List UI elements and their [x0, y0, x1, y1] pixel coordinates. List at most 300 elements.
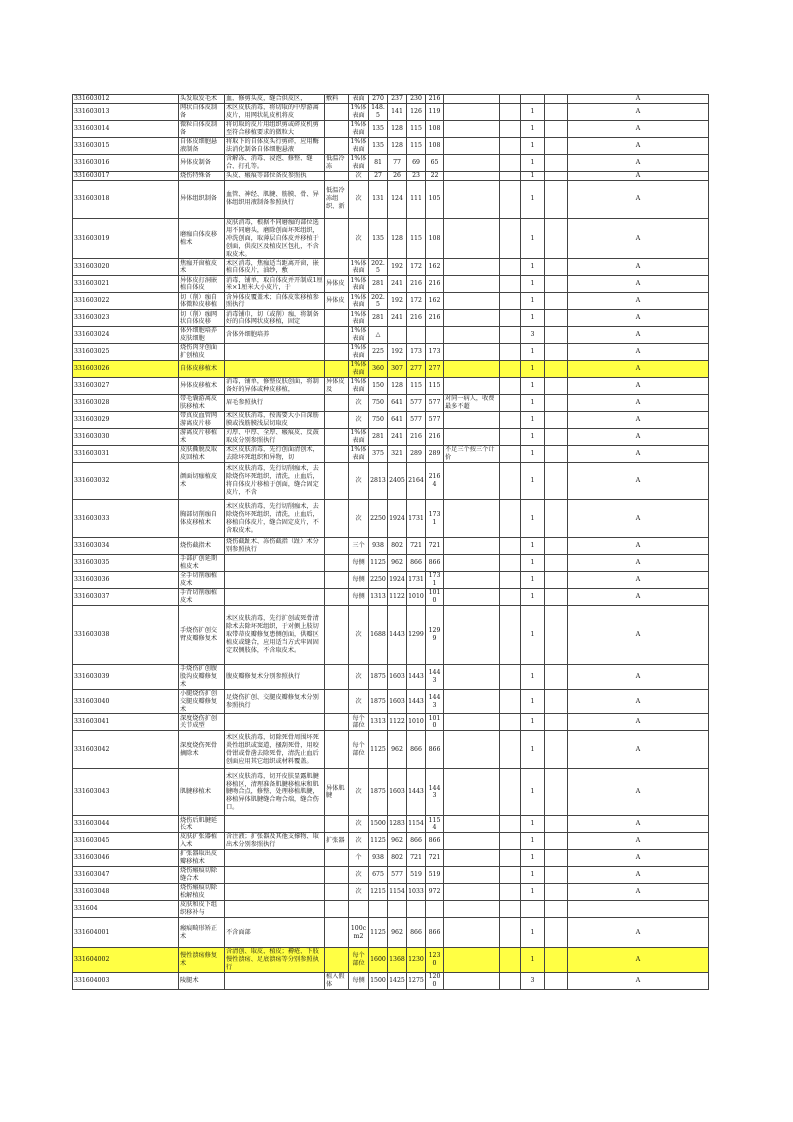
excluded-items — [325, 259, 349, 276]
reimbursement-flag: 1 — [521, 395, 545, 412]
price-tier-4: 866 — [426, 918, 444, 948]
item-note — [444, 588, 500, 605]
empty-cell — [545, 714, 568, 731]
price-tier-3: 216 — [407, 276, 426, 293]
item-name: 皮肤撕脱反取皮回植术 — [179, 446, 225, 463]
table-row — [73, 500, 709, 538]
item-content: 术区皮肤消毒，按需要大小自深筋膜或浅筋膜浅层切取皮 — [225, 412, 325, 429]
price-tier-1: 938 — [369, 538, 388, 555]
price-tier-4: 105 — [426, 180, 444, 218]
excluded-items — [325, 310, 349, 327]
price-tier-3: 1443 — [407, 769, 426, 816]
empty-cell — [500, 446, 521, 463]
pricing-unit: 次 — [349, 816, 369, 833]
category-class: A — [568, 327, 709, 344]
price-tier-3: 866 — [407, 555, 426, 572]
item-code: 331603046 — [73, 850, 179, 867]
empty-cell — [545, 555, 568, 572]
category-class: A — [568, 259, 709, 276]
price-tier-3 — [407, 327, 426, 344]
pricing-unit: 表面 — [349, 95, 369, 104]
empty-cell — [545, 180, 568, 218]
empty-cell — [545, 867, 568, 884]
excluded-items — [325, 884, 349, 901]
empty-cell — [500, 104, 521, 121]
price-tier-4: 108 — [426, 137, 444, 154]
pricing-unit: 1%体表面 — [350, 446, 367, 462]
table-row — [73, 446, 709, 463]
reimbursement-flag: 1 — [521, 218, 545, 259]
excluded-items — [325, 867, 349, 884]
item-code: 331603025 — [73, 344, 179, 361]
price-tier-3: 23 — [407, 171, 426, 180]
price-tier-2: 802 — [388, 850, 407, 867]
category-class: A — [568, 948, 709, 973]
reimbursement-flag: 1 — [521, 867, 545, 884]
table-row — [73, 850, 709, 867]
category-class: A — [568, 664, 709, 689]
item-name: 手烧伤扩创交臂皮瓣修复术 — [179, 605, 225, 664]
empty-cell — [500, 120, 521, 137]
price-tier-4: 277 — [426, 361, 444, 378]
item-note: 对同一病人，收费最多不超 — [444, 395, 500, 412]
price-tier-3: 1010 — [407, 714, 426, 731]
price-tier-3: 1033 — [407, 884, 426, 901]
price-tier-2: 1924 — [388, 500, 407, 538]
price-tier-2: 1368 — [388, 948, 407, 973]
reimbursement-flag: 1 — [521, 605, 545, 664]
category-class: A — [568, 500, 709, 538]
empty-cell — [545, 171, 568, 180]
item-code: 331603027 — [73, 378, 179, 395]
category-class: A — [568, 972, 709, 989]
price-tier-2: 962 — [388, 918, 407, 948]
category-class: A — [568, 180, 709, 218]
excluded-items — [325, 171, 349, 180]
price-tier-3: 866 — [407, 731, 426, 769]
table-row — [73, 972, 709, 989]
price-tier-1: 81 — [369, 154, 388, 171]
price-tier-2: 26 — [388, 171, 407, 180]
excluded-items — [325, 538, 349, 555]
empty-cell — [545, 833, 568, 850]
price-tier-1: 2813 — [369, 463, 388, 500]
table-row — [73, 259, 709, 276]
empty-cell — [500, 344, 521, 361]
price-tier-3: 111 — [407, 180, 426, 218]
item-content: 术区皮肤消毒，先行扩创或死骨清除术去除坏死组织，于对侧上肢切取带蒂皮瓣修复患侧创面，供瓣区植皮或缝合，应用适当方式牢固固定双侧肢体，不含取皮术。 — [225, 605, 325, 664]
empty-cell — [500, 500, 521, 538]
category-class: A — [568, 714, 709, 731]
pricing-unit: 次 — [349, 463, 369, 500]
price-tier-3: 173 — [407, 344, 426, 361]
item-code: 331603039 — [73, 664, 179, 689]
item-note — [444, 972, 500, 989]
price-tier-4: 173 — [426, 344, 444, 361]
excluded-items: 扩张器 — [325, 833, 349, 850]
empty-cell — [500, 714, 521, 731]
item-note — [444, 731, 500, 769]
table-row — [73, 429, 709, 446]
item-code: 331603035 — [73, 555, 179, 572]
price-tier-1: 1125 — [369, 918, 388, 948]
pricing-unit: 次 — [349, 171, 369, 180]
price-tier-2: 802 — [388, 538, 407, 555]
pricing-unit: 次 — [349, 412, 369, 429]
price-tier-1: 1125 — [369, 555, 388, 572]
price-tier-2 — [388, 901, 407, 918]
empty-cell — [500, 948, 521, 973]
item-content: 眉毛参照执行 — [225, 395, 325, 412]
item-note — [444, 689, 500, 714]
item-code: 331603043 — [73, 769, 179, 816]
price-tier-3: 519 — [407, 867, 426, 884]
pricing-unit: 1%体表面 — [350, 293, 367, 309]
price-tier-2: 641 — [388, 395, 407, 412]
category-class: A — [568, 850, 709, 867]
pricing-unit: 1%体表面 — [350, 259, 367, 275]
empty-cell — [545, 769, 568, 816]
item-note — [444, 948, 500, 973]
reimbursement-flag: 1 — [521, 378, 545, 395]
price-tier-3: 1443 — [407, 689, 426, 714]
price-tier-3: 115 — [407, 378, 426, 395]
price-tier-4: 972 — [426, 884, 444, 901]
item-code: 331603029 — [73, 412, 179, 429]
price-tier-4: 119 — [426, 104, 444, 121]
empty-cell — [500, 555, 521, 572]
empty-cell — [545, 412, 568, 429]
price-tier-1: 202.5 — [369, 259, 388, 276]
price-tier-2: 77 — [388, 154, 407, 171]
excluded-items — [325, 344, 349, 361]
reimbursement-flag: 3 — [521, 972, 545, 989]
item-code: 331603041 — [73, 714, 179, 731]
price-tier-2: 962 — [388, 833, 407, 850]
excluded-items — [325, 218, 349, 259]
empty-cell — [545, 120, 568, 137]
excluded-items — [325, 689, 349, 714]
price-tier-3: 172 — [407, 293, 426, 310]
price-tier-2: 241 — [388, 310, 407, 327]
item-content: 含解冻、消毒、浸泡、修整、缝合、打孔等。 — [225, 154, 325, 171]
item-code: 331603040 — [73, 689, 179, 714]
price-tier-1: 2250 — [369, 500, 388, 538]
category-class: A — [568, 538, 709, 555]
excluded-items: 植入假体 — [325, 972, 349, 989]
price-tier-1: 1875 — [369, 689, 388, 714]
table-row — [73, 538, 709, 555]
pricing-unit: 次 — [349, 769, 369, 816]
reimbursement-flag: 1 — [521, 463, 545, 500]
item-code: 331604001 — [73, 918, 179, 948]
item-content: 血管、神经、肌腱、筋膜、骨、异体组织用液制备参照执行 — [225, 180, 325, 218]
excluded-items — [325, 850, 349, 867]
price-tier-3: 69 — [407, 154, 426, 171]
price-tier-1: △ — [369, 327, 388, 344]
excluded-items — [325, 446, 349, 463]
item-note — [444, 901, 500, 918]
excluded-items — [325, 104, 349, 121]
item-content — [225, 850, 325, 867]
price-tier-2: 192 — [388, 293, 407, 310]
item-code: 331603018 — [73, 180, 179, 218]
empty-cell — [500, 918, 521, 948]
reimbursement-flag: 1 — [521, 180, 545, 218]
pricing-unit: 次 — [349, 395, 369, 412]
table-row — [73, 154, 709, 171]
price-tier-1: 375 — [369, 446, 388, 463]
item-content: 消毒铺巾，切（或削）痂，将制备好的自体网状皮移植，固定 — [225, 310, 325, 327]
item-note — [444, 276, 500, 293]
empty-cell — [545, 972, 568, 989]
table-row — [73, 816, 709, 833]
excluded-items — [325, 327, 349, 344]
reimbursement-flag: 1 — [521, 171, 545, 180]
table-row — [73, 327, 709, 344]
item-content: 术区皮肤消毒，切开皮肤显露肌腱移植区，清理准备肌腱移植床和肌腱吻合点，修整、处理移植肌腱，移植异体肌腱缝合吻合端，缝合伤口。 — [225, 769, 325, 816]
item-code: 331603021 — [73, 276, 179, 293]
price-tier-4: 1731 — [426, 500, 444, 538]
excluded-items — [325, 816, 349, 833]
reimbursement-flag: 1 — [521, 293, 545, 310]
price-tier-4: 65 — [426, 154, 444, 171]
price-tier-3: 115 — [407, 218, 426, 259]
reimbursement-flag: 1 — [521, 769, 545, 816]
item-note — [444, 816, 500, 833]
category-class: A — [568, 310, 709, 327]
item-name: 小腿烧伤扩创交腿皮瓣修复术 — [179, 689, 225, 714]
excluded-items: 异体皮 — [325, 293, 349, 310]
table-row — [73, 171, 709, 180]
price-tier-4: 866 — [426, 731, 444, 769]
table-row — [73, 664, 709, 689]
price-tier-1: 1688 — [369, 605, 388, 664]
pricing-unit: 1%体表面 — [350, 310, 367, 326]
reimbursement-flag — [521, 95, 545, 104]
reimbursement-flag: 1 — [521, 361, 545, 378]
empty-cell — [545, 310, 568, 327]
category-class: A — [568, 689, 709, 714]
item-name: 烧伤特殊备 — [179, 171, 225, 180]
table-row — [73, 463, 709, 500]
item-name: 带毛囊游离皮肤移植术 — [179, 395, 225, 412]
price-tier-1: 1875 — [369, 664, 388, 689]
price-tier-4: 1443 — [426, 664, 444, 689]
table-row — [73, 948, 709, 973]
price-tier-2: 1122 — [388, 588, 407, 605]
price-tier-4: 577 — [426, 412, 444, 429]
excluded-items — [325, 463, 349, 500]
item-name: 体外细胞培养皮肤细胞 — [179, 327, 225, 344]
item-note — [444, 605, 500, 664]
item-name: 切（削）痂网状自体皮移 — [179, 310, 225, 327]
excluded-items — [325, 731, 349, 769]
empty-cell — [545, 816, 568, 833]
item-code: 331604003 — [73, 972, 179, 989]
item-name: 深度烧伤死骨摘除术 — [179, 731, 225, 769]
item-content: 将切取的皮片用组织剪或碎皮机剪至符合移植要求的微粒大 — [225, 120, 325, 137]
reimbursement-flag: 1 — [521, 429, 545, 446]
item-content — [225, 867, 325, 884]
price-tier-4: 1230 — [426, 948, 444, 973]
table-row — [73, 293, 709, 310]
item-note — [444, 120, 500, 137]
reimbursement-flag: 1 — [521, 816, 545, 833]
price-tier-3: 115 — [407, 120, 426, 137]
item-code: 331603012 — [73, 95, 179, 104]
empty-cell — [500, 731, 521, 769]
item-content — [225, 816, 325, 833]
price-tier-3: 172 — [407, 259, 426, 276]
price-tier-2: 1425 — [388, 972, 407, 989]
item-note — [444, 310, 500, 327]
reimbursement-flag: 1 — [521, 412, 545, 429]
price-tier-4: 1731 — [426, 571, 444, 588]
item-name: 肌腱移植术 — [179, 769, 225, 816]
empty-cell — [500, 137, 521, 154]
price-tier-2: 641 — [388, 412, 407, 429]
price-tier-3: 1230 — [407, 948, 426, 973]
excluded-items — [325, 901, 349, 918]
item-note — [444, 180, 500, 218]
price-tier-2: 237 — [388, 95, 407, 104]
item-code: 331603028 — [73, 395, 179, 412]
item-name: 头发取发毛术 — [179, 95, 225, 104]
price-tier-2: 1283 — [388, 816, 407, 833]
category-class: A — [568, 412, 709, 429]
item-content: 烧伤截趾术、冻伤截指（趾）术分别参照执行 — [225, 538, 325, 555]
item-name: 手烧伤扩创腹股沟皮瓣修复术 — [179, 664, 225, 689]
reimbursement-flag: 1 — [521, 948, 545, 973]
category-class — [568, 901, 709, 918]
price-tier-4: 108 — [426, 218, 444, 259]
item-content: 刃厚、中厚、全厚、瘢痕皮、反鼓取皮分别参照执行 — [225, 429, 325, 446]
price-tier-4: 162 — [426, 259, 444, 276]
price-tier-4: 1443 — [426, 769, 444, 816]
price-tier-2: 192 — [388, 344, 407, 361]
price-tier-1: 360 — [369, 361, 388, 378]
item-code: 331603023 — [73, 310, 179, 327]
item-content — [225, 344, 325, 361]
category-class: A — [568, 276, 709, 293]
pricing-unit: 1%体表面 — [350, 378, 367, 394]
item-name: 胸部切削痂自体皮移植术 — [179, 500, 225, 538]
price-tier-2: 1122 — [388, 714, 407, 731]
empty-cell — [500, 327, 521, 344]
empty-cell — [500, 769, 521, 816]
table-row — [73, 884, 709, 901]
item-content: 腹皮瓣修复术分别参照执行 — [225, 664, 325, 689]
reimbursement-flag: 1 — [521, 689, 545, 714]
empty-cell — [500, 689, 521, 714]
empty-cell — [545, 850, 568, 867]
item-note — [444, 769, 500, 816]
item-note — [444, 171, 500, 180]
item-name: 烧伤后肌腱延长术 — [179, 816, 225, 833]
price-tier-1: 675 — [369, 867, 388, 884]
item-code: 331603033 — [73, 500, 179, 538]
price-tier-4: 162 — [426, 293, 444, 310]
price-tier-1: 1313 — [369, 588, 388, 605]
item-name: 皮肤和皮下组织移补与 — [179, 901, 225, 918]
category-class: A — [568, 293, 709, 310]
price-tier-4 — [426, 901, 444, 918]
pricing-unit: 每侧 — [349, 571, 369, 588]
item-code: 331603048 — [73, 884, 179, 901]
price-tier-4 — [426, 327, 444, 344]
price-tier-4: 1154 — [426, 816, 444, 833]
price-tier-4: 216 — [426, 310, 444, 327]
table-row — [73, 361, 709, 378]
excluded-items — [325, 429, 349, 446]
price-tier-1: 1125 — [369, 731, 388, 769]
price-tier-1: 135 — [369, 137, 388, 154]
item-note — [444, 555, 500, 572]
price-tier-2 — [388, 327, 407, 344]
price-tier-1: 938 — [369, 850, 388, 867]
reimbursement-flag: 1 — [521, 104, 545, 121]
item-content — [225, 361, 325, 378]
item-content: 消毒，铺单，取自体皮并开制成1厘米×1厘米大小皮片，于 — [226, 276, 323, 292]
empty-cell — [500, 310, 521, 327]
price-tier-4: 866 — [426, 555, 444, 572]
item-code: 331603015 — [73, 137, 179, 154]
reimbursement-flag: 1 — [521, 850, 545, 867]
item-content — [225, 884, 325, 901]
category-class: A — [568, 571, 709, 588]
item-code: 331603044 — [73, 816, 179, 833]
item-code: 331603042 — [73, 731, 179, 769]
price-tier-3: 216 — [407, 310, 426, 327]
item-name: 自体皮细胞悬液制备 — [179, 137, 225, 154]
table-row — [73, 95, 709, 104]
item-code: 331603024 — [73, 327, 179, 344]
table-row — [73, 901, 709, 918]
item-note — [444, 293, 500, 310]
item-code: 331603013 — [73, 104, 179, 121]
table-row — [73, 137, 709, 154]
item-content: 不含面部 — [225, 918, 325, 948]
empty-cell — [500, 463, 521, 500]
reimbursement-flag: 1 — [521, 446, 545, 463]
price-tier-3: 1010 — [407, 588, 426, 605]
price-tier-2: 307 — [388, 361, 407, 378]
excluded-items: 异体皮 — [325, 276, 349, 293]
category-class: A — [568, 867, 709, 884]
pricing-unit: 次 — [349, 833, 369, 850]
price-tier-3: 1443 — [407, 664, 426, 689]
price-tier-3: 277 — [407, 361, 426, 378]
pricing-unit: 1%体表面 — [350, 327, 367, 343]
price-tier-2: 192 — [388, 259, 407, 276]
price-tier-1: 135 — [369, 218, 388, 259]
pricing-unit: 次 — [349, 884, 369, 901]
empty-cell — [545, 395, 568, 412]
excluded-items — [325, 555, 349, 572]
empty-cell — [545, 293, 568, 310]
category-class: A — [568, 816, 709, 833]
item-note — [444, 218, 500, 259]
reimbursement-flag: 1 — [521, 538, 545, 555]
item-content: 头皮、瘢痕等部位备皮参照执 — [225, 171, 325, 180]
price-tier-2: 1603 — [388, 769, 407, 816]
price-tier-1: 148.5 — [369, 104, 388, 121]
price-tier-1: 150 — [369, 378, 388, 395]
empty-cell — [500, 154, 521, 171]
item-code: 331603026 — [73, 361, 179, 378]
category-class: A — [568, 120, 709, 137]
